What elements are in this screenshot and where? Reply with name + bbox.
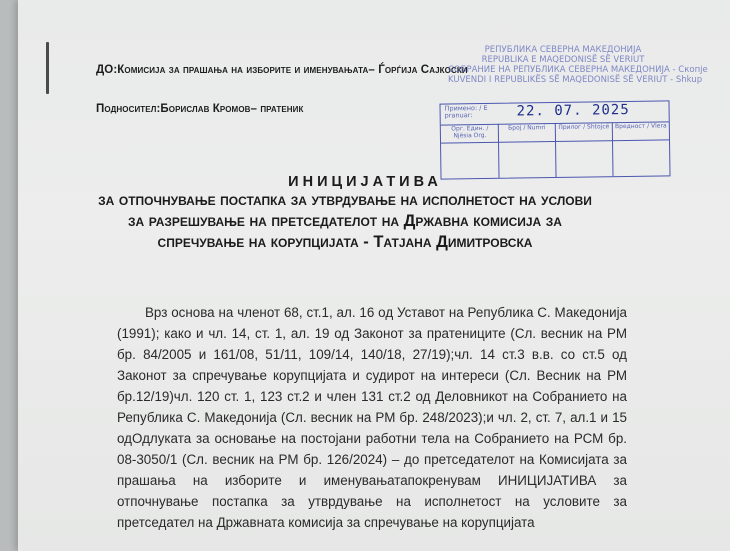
stamp-col-label-org: Орг. Един. / Njësia Org. <box>451 124 489 139</box>
stamp-line-3: СОБРАНИЕ НА РЕПУБЛИКА СЕВЕРНА МАКЕДОНИЈА - Скопје <box>448 65 708 75</box>
stamp-line-1: РЕПУБЛИКА СЕВЕРНА МАКЕДОНИЈА <box>484 45 642 55</box>
staple-mark <box>46 42 49 94</box>
recipient-line: ДО:Комисија за прашања на изборите и именувањата– Ѓорѓија Сајкоски <box>96 64 468 76</box>
stamp-header <box>448 45 708 85</box>
stamp-col-label-attachment: Прилог / Shtojcë <box>558 123 610 131</box>
body-text: Врз основа на членот 68, ст.1, ал. 16 од Уставот на Република С. Македонија (1991); како и чл. 14, ст. 1, ал. 19 од Законот за пратениците (Сл. весник на РМ бр. 84/2005 и 161/08, 51/11, 109/14, 140/18, 27/19);чл. 14 ст.3 в.в. со ст.5 од Законот за спречување корупцијата и судирот на интереси (Сл. Весник на РМ бр.12/19)чл. 120 ст. 1, 123 ст.2 и член 131 ст.2 од Деловникот на Собранието на Република С. Македонија (Сл. весник на РМ бр. 248/2023);и чл. 2, ст. 7, ал.1 и 15 одОдлуката за основање на постојани работни тела на Собранието на РСМ бр. 08-3050/1 (Сл. весник на РМ бр. 126/2024) – до претседателот на Комисијата за прашања на изборите и именувањатапокренувам ИНИЦИЈАТИВА за отпочнување постапка за утврдување на исполнетост на условите за претседател на Државната комисија за спречување на корупцијата <box>117 305 627 530</box>
stamp-line-4: KUVENDI I REPUBLIKËS SË MAQEDONISË SË VERIUT - Shkup <box>448 75 703 85</box>
received-label: Примено: / E pranuar: <box>444 103 488 120</box>
received-date: 22. 07. 2025 <box>516 101 630 120</box>
document-subtitle: за отпочнување постапка за утврдување на исполнетост на услови за разрешување на претседателот на Државна комисија за спречување на корупцијата - Татјана Димитровска <box>98 191 592 251</box>
stamp-line-2: REPUBLIKA E MAQEDONISË SË VERIUT <box>481 55 645 65</box>
registry-stamp <box>439 100 670 179</box>
document-title: ИНИЦИЈАТИВА <box>288 174 442 190</box>
stamp-col-label-number: Број / Numri <box>508 124 546 132</box>
stamp-col-label-value: Вредност / Vlera <box>614 122 667 131</box>
body-paragraph <box>117 302 627 533</box>
submitter-line: Подносител:Борислав Кромов– пратеник <box>96 103 304 115</box>
